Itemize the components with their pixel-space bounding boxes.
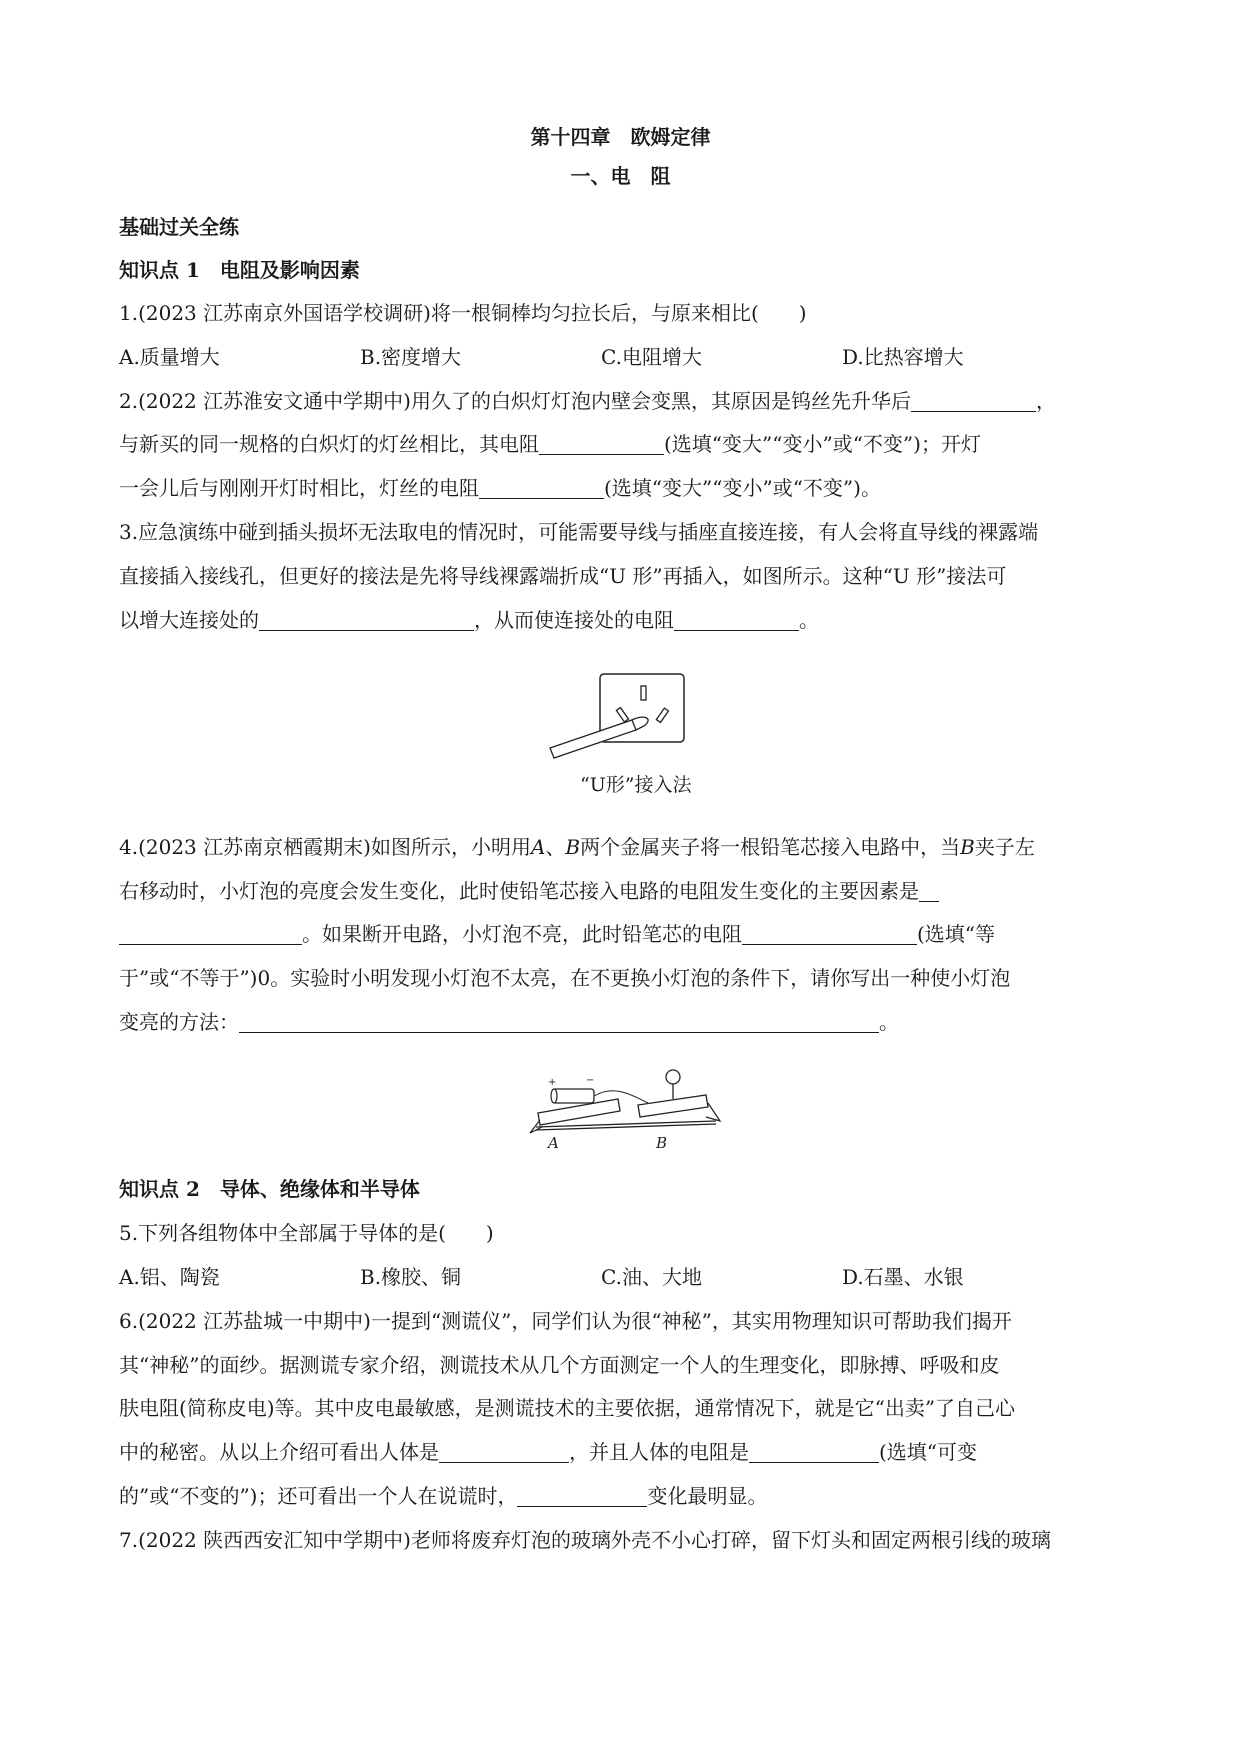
section-title: 一、电 阻 — [570, 164, 671, 188]
q3-text: 以增大连接处的 — [119, 608, 259, 632]
answer-blank[interactable] — [439, 1442, 569, 1463]
q5-option-b: B.橡胶、铜 — [360, 1265, 462, 1289]
q6-line-2: 其“神秘”的面纱。据测谎专家介绍，测谎技术从几个方面测定一个人的生理变化，即脉搏、呼吸和皮 — [119, 1353, 1000, 1377]
q1-stem: 1.(2023 江苏南京外国语学校调研)将一根铜棒均匀拉长后，与原来相比( ) — [119, 301, 807, 325]
svg-text:+: + — [548, 1077, 557, 1088]
q2-line-2 — [119, 430, 1121, 458]
knowledge-point-1: 知识点 1 电阻及影响因素 — [119, 258, 360, 282]
q4-text: 夹子左 — [974, 835, 1035, 859]
svg-text:−: − — [586, 1075, 595, 1086]
q6-text: 变化最明显。 — [647, 1484, 768, 1508]
q2-line-1 — [119, 387, 1121, 415]
q4-text: 、 — [545, 835, 566, 859]
q1-option-b: B.密度增大 — [360, 345, 462, 369]
q4-line-3 — [119, 920, 1121, 948]
socket-figure-caption: “U形”接入法 — [580, 774, 692, 796]
socket-u-wire-figure — [540, 670, 730, 780]
q6-line-3: 肤电阻(简称皮电)等。其中皮电最敏感，是测谎技术的主要依据，通常情况下，就是它“出卖”了自己心 — [119, 1396, 1016, 1420]
q4-text: 右移动时，小灯泡的亮度会发生变化，此时使铅笔芯接入电路的电阻发生变化的主要因素是 — [119, 879, 919, 903]
q2-text: 一会儿后与刚刚开灯时相比，灯丝的电阻 — [119, 476, 479, 500]
knowledge-point-2: 知识点 2 导体、绝缘体和半导体 — [119, 1177, 420, 1201]
q4-line-5 — [119, 1008, 1121, 1036]
q6-line-5 — [119, 1482, 1121, 1510]
q4-line-1 — [119, 833, 1121, 861]
q2-text: 2.(2022 江苏淮安文通中学期中)用久了的白炽灯灯泡内壁会变黑，其原因是钨丝先升华后 — [119, 389, 911, 413]
clip-a-label: A — [530, 835, 546, 859]
q4-text: 变亮的方法： — [119, 1010, 239, 1034]
q6-line-1: 6.(2022 江苏盐城一中期中)一提到“测谎仪”，同学们认为很“神秘”，其实用物理知识可帮助我们揭开 — [119, 1309, 1012, 1333]
q4-line-4: 于”或“不等于”)0。实验时小明发现小灯泡不太亮，在不更换小灯泡的条件下，请你写出一种使小灯泡 — [119, 966, 1011, 990]
answer-blank[interactable] — [259, 610, 474, 631]
q3-text: 。 — [799, 608, 819, 632]
practice-heading: 基础过关全练 — [119, 215, 239, 239]
q4-text: 。 — [879, 1010, 899, 1034]
q3-line-2: 直接插入接线孔，但更好的接法是先将导线裸露端折成“U 形”再插入，如图所示。这种“U 形”接法可 — [119, 564, 1007, 588]
q1-option-d: D.比热容增大 — [842, 345, 964, 369]
answer-blank[interactable] — [479, 478, 604, 499]
answer-blank[interactable] — [119, 924, 302, 945]
q3-text: ，从而使连接处的电阻 — [474, 608, 674, 632]
q4-text: (选填“等 — [917, 922, 996, 946]
q2-text: 与新买的同一规格的白炽灯的灯丝相比，其电阻 — [119, 432, 539, 456]
q5-option-a: A.铝、陶瓷 — [119, 1265, 220, 1289]
q6-line-4 — [119, 1438, 1121, 1466]
answer-blank[interactable] — [911, 391, 1036, 412]
pencil-lead-circuit-figure — [528, 1065, 724, 1150]
q2-text: (选填“变大”“变小”或“不变”)。 — [604, 476, 881, 500]
q5-stem: 5.下列各组物体中全部属于导体的是( ) — [119, 1221, 494, 1245]
q4-line-2 — [119, 877, 1121, 905]
q4-text: 4.(2023 江苏南京栖霞期末)如图所示，小明用 — [119, 835, 531, 859]
chapter-title: 第十四章 欧姆定律 — [530, 125, 711, 149]
q5-option-c: C.油、大地 — [601, 1265, 702, 1289]
answer-blank[interactable] — [539, 434, 664, 455]
q6-text: 的”或“不变的”)；还可看出一个人在说谎时， — [119, 1484, 518, 1508]
q4-text: 两个金属夹子将一根铅笔芯接入电路中，当 — [580, 835, 961, 859]
q1-option-c: C.电阻增大 — [601, 345, 702, 369]
q5-option-d: D.石墨、水银 — [842, 1265, 964, 1289]
clip-b-label: B — [565, 835, 581, 859]
answer-blank[interactable] — [919, 881, 939, 902]
answer-blank[interactable] — [239, 1012, 879, 1033]
q6-text: 中的秘密。从以上介绍可看出人体是 — [119, 1440, 439, 1464]
q6-text: (选填“可变 — [879, 1440, 978, 1464]
q6-text: ，并且人体的电阻是 — [569, 1440, 749, 1464]
figure-label-b: B — [656, 1134, 668, 1150]
answer-blank[interactable] — [749, 1442, 879, 1463]
figure-label-a: A — [548, 1134, 559, 1150]
q2-text: (选填“变大”“变小”或“不变”)；开灯 — [664, 432, 981, 456]
q7-line-1: 7.(2022 陕西西安汇知中学期中)老师将废弃灯泡的玻璃外壳不小心打碎，留下灯头和固定两根引线的玻璃 — [119, 1528, 1051, 1552]
q4-text: 。如果断开电路，小灯泡不亮，此时铅笔芯的电阻 — [302, 922, 742, 946]
answer-blank[interactable] — [674, 610, 799, 631]
answer-blank[interactable] — [517, 1486, 647, 1507]
answer-blank[interactable] — [742, 924, 917, 945]
q3-line-3 — [119, 606, 1121, 634]
q2-text: ， — [1035, 389, 1056, 413]
q1-option-a: A.质量增大 — [119, 345, 220, 369]
q3-line-1: 3.应急演练中碰到插头损坏无法取电的情况时，可能需要导线与插座直接连接，有人会将直导线的裸露端 — [119, 520, 1039, 544]
q2-line-3 — [119, 474, 1121, 502]
clip-b-label: B — [960, 835, 975, 859]
